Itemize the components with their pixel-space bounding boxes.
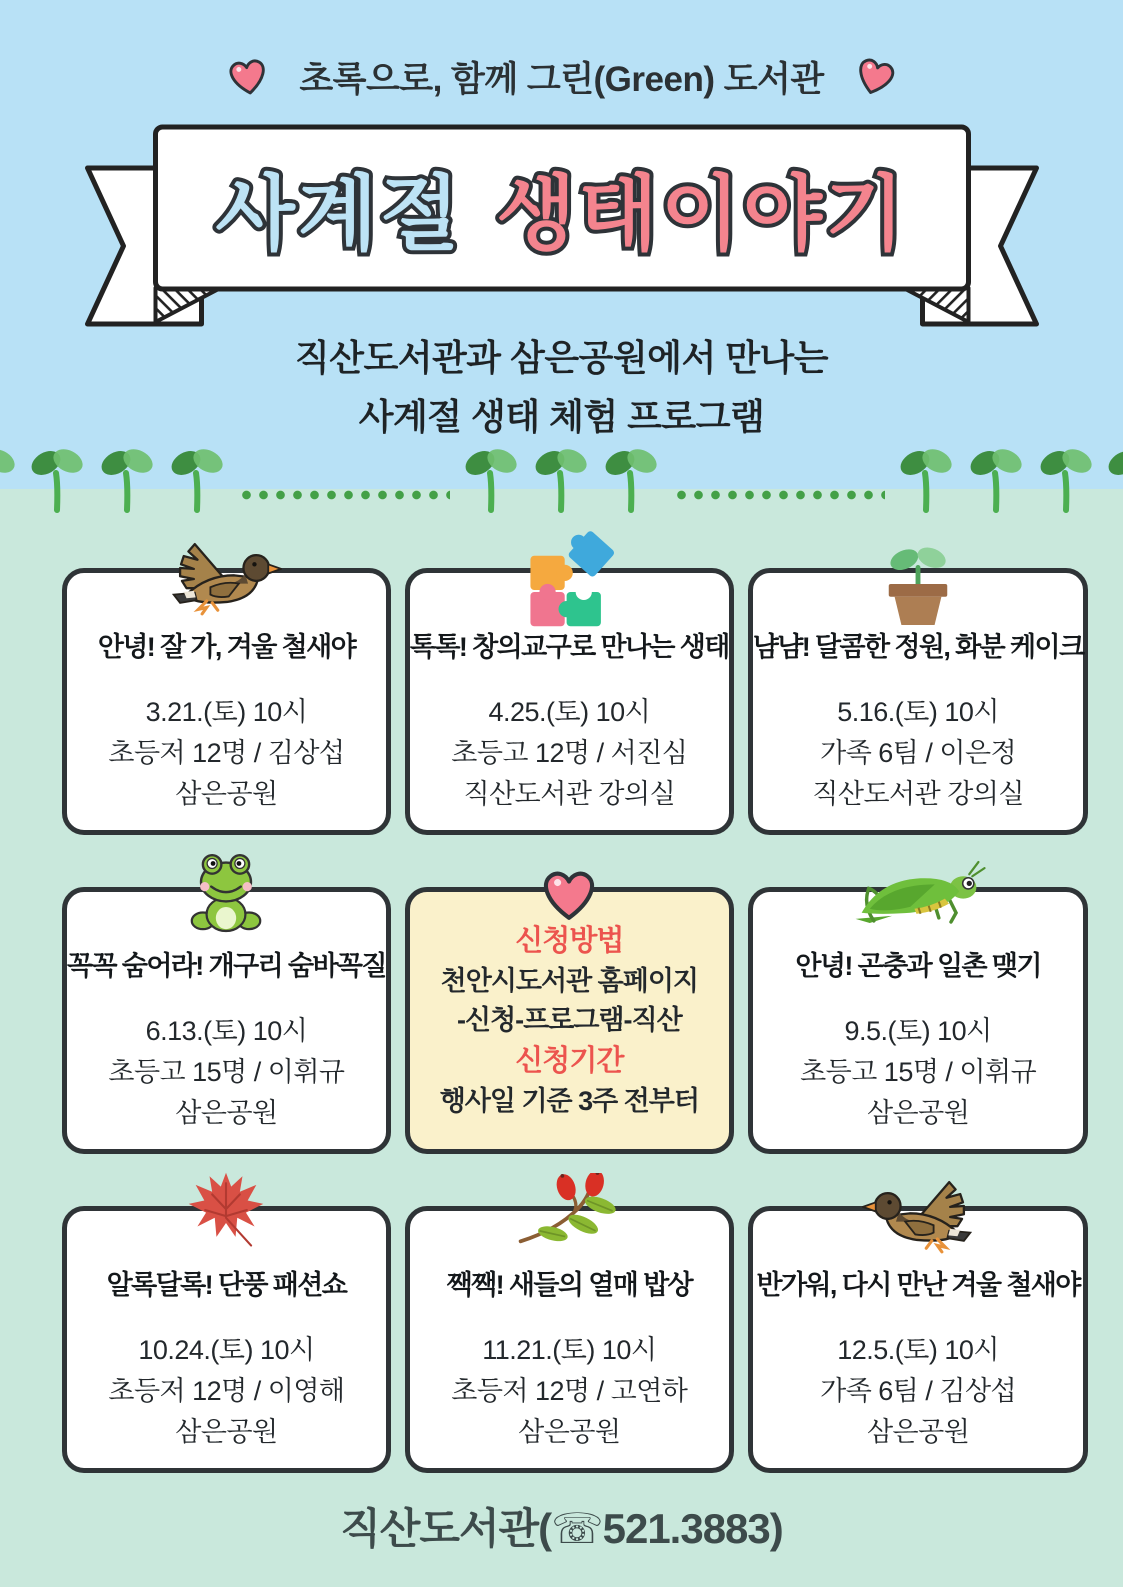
sprout-group	[30, 446, 224, 516]
title-ribbon-banner	[84, 124, 1039, 332]
program-grid	[62, 568, 1084, 1473]
sprout-icon	[100, 446, 154, 516]
title-part-2: 생태이야기	[496, 168, 908, 260]
program-card-insects	[748, 887, 1089, 1154]
program-title: 냠냠! 달콤한 정원, 화분 케이크	[752, 632, 1084, 662]
grasshopper-icon	[849, 860, 987, 926]
sprout-icon	[464, 446, 518, 516]
program-location: 삼은공원	[518, 1417, 621, 1448]
program-card-winter-birds	[62, 568, 391, 835]
sprout-icon	[604, 446, 658, 516]
application-method-line-2: -신청-프로그램-직산	[457, 1005, 682, 1036]
program-date: 6.13.(토) 10시	[145, 1016, 308, 1046]
dotted-line	[238, 490, 450, 500]
program-participants: 초등고 15명 / 이휘규	[800, 1057, 1037, 1088]
program-location: 삼은공원	[866, 1098, 970, 1129]
sprout-icon	[899, 446, 953, 516]
program-participants: 초등저 12명 / 고연하	[451, 1376, 688, 1407]
sprout-group	[464, 446, 658, 516]
sprout-group	[899, 446, 1093, 516]
header-tagline: 초록으로, 함께 그린(Green) 도서관	[299, 60, 824, 99]
program-date: 12.5.(토) 10시	[837, 1335, 999, 1365]
program-date: 11.21.(토) 10시	[482, 1335, 657, 1365]
program-participants: 초등저 12명 / 이영해	[108, 1376, 345, 1407]
program-participants: 초등고 12명 / 서진심	[451, 738, 688, 769]
program-location: 삼은공원	[175, 1417, 278, 1448]
program-location: 삼은공원	[175, 1098, 278, 1129]
program-title: 반가워, 다시 만난 겨울 철새야	[756, 1270, 1080, 1300]
potted-plant-icon	[879, 546, 957, 626]
subtitle-line-1: 직산도서관과 삼은공원에서 만나는	[294, 337, 829, 378]
application-info-card	[405, 887, 734, 1154]
berry-branch-icon	[515, 1173, 623, 1247]
header	[0, 52, 1123, 102]
subtitle-line-2: 사계절 생태 체험 프로그램	[358, 396, 765, 438]
program-title: 안녕! 잘 가, 겨울 철새야	[97, 632, 356, 662]
subtitle	[0, 328, 1123, 447]
program-card-winter-birds-return	[748, 1206, 1089, 1473]
program-location: 직산도서관 강의실	[812, 779, 1024, 810]
sprout-icon	[1107, 446, 1123, 516]
sprout-icon	[170, 446, 224, 516]
sprout-icon	[1039, 446, 1093, 516]
sprout-icon	[969, 446, 1023, 516]
footer-contact: 직산도서관(☏521.3883)	[340, 1505, 783, 1552]
program-date: 5.16.(토) 10시	[837, 697, 999, 727]
application-period-line: 행사일 기준 3주 전부터	[439, 1086, 699, 1117]
sprout-icon	[0, 446, 16, 516]
maple-leaf-icon	[183, 1171, 269, 1249]
duck-flying-icon	[170, 535, 282, 623]
program-card-creative-tools	[405, 568, 734, 835]
program-location: 삼은공원	[866, 1417, 970, 1448]
program-participants: 가족 6팀 / 김상섭	[820, 1376, 1017, 1407]
program-location: 삼은공원	[175, 779, 278, 810]
program-card-garden-cake	[748, 568, 1089, 835]
application-method-label: 신청방법	[515, 925, 624, 957]
program-date: 9.5.(토) 10시	[844, 1016, 992, 1046]
program-card-frog-hide-seek	[62, 887, 391, 1154]
application-method-line-1: 천안시도서관 홈페이지	[440, 966, 698, 997]
sprout-icon	[534, 446, 588, 516]
puzzle-pieces-icon	[519, 531, 619, 631]
sprout-icon	[30, 446, 84, 516]
program-participants: 가족 6팀 / 이은정	[820, 738, 1017, 769]
poster-title	[84, 124, 1039, 290]
application-period-label: 신청기간	[515, 1045, 624, 1078]
program-card-maple-fashion	[62, 1206, 391, 1473]
program-participants: 초등고 15명 / 이휘규	[108, 1057, 345, 1088]
duck-flying-left-icon	[862, 1173, 974, 1261]
program-title: 꼭꼭 숨어라! 개구리 숨바꼭질	[67, 951, 386, 981]
sprout-divider	[0, 438, 1123, 516]
program-date: 4.25.(토) 10시	[488, 697, 651, 727]
program-date: 10.24.(토) 10시	[138, 1335, 315, 1365]
program-title: 짹짹! 새들의 열매 밥상	[446, 1270, 693, 1300]
program-card-bird-berries	[405, 1206, 734, 1473]
program-title: 안녕! 곤충과 일촌 맺기	[795, 951, 1041, 981]
heart-icon	[849, 53, 900, 101]
dotted-line	[673, 490, 885, 500]
frog-icon	[189, 852, 263, 936]
program-title: 톡톡! 창의교구로 만나는 생태	[409, 632, 729, 662]
program-date: 3.21.(토) 10시	[145, 697, 308, 727]
heart-icon	[540, 868, 598, 922]
title-part-1: 사계절	[215, 168, 463, 260]
program-title: 알록달록! 단풍 패션쇼	[106, 1270, 347, 1300]
heart-icon	[225, 55, 272, 98]
program-participants: 초등저 12명 / 김상섭	[108, 738, 345, 769]
program-location: 직산도서관 강의실	[463, 779, 676, 810]
